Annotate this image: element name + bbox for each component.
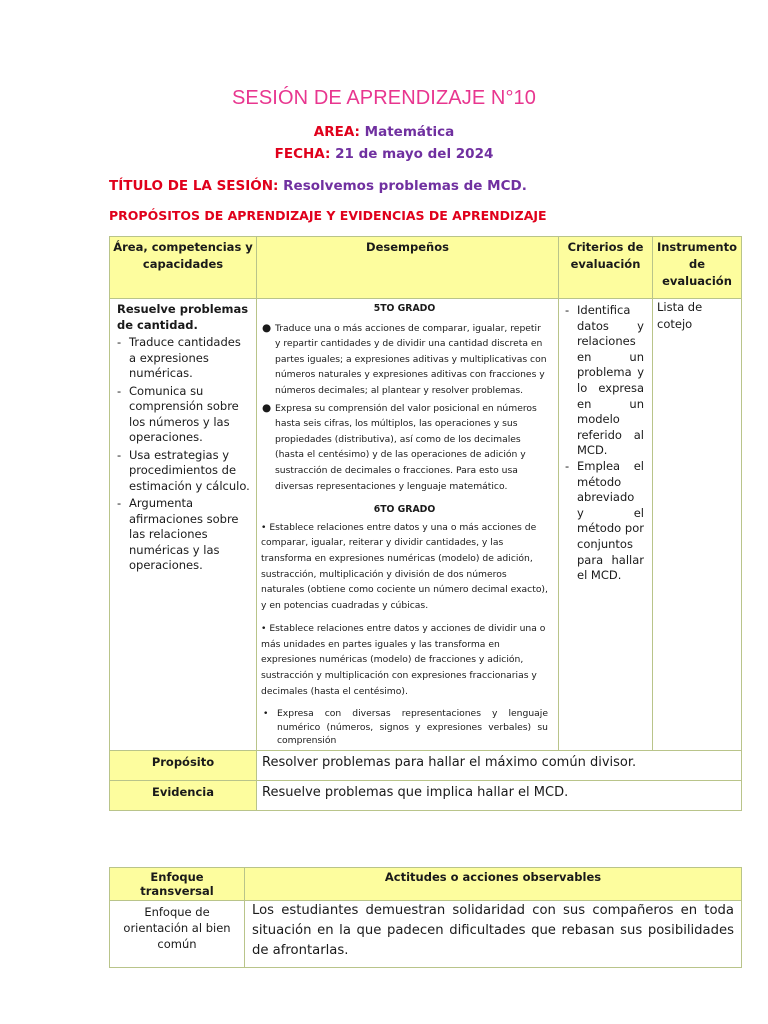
instrument-cell: Lista de cotejo [653,299,742,751]
page-title: SESIÓN DE APRENDIZAJE N°10 [231,87,537,109]
list-item: ● Expresa su comprensión del valor posicional en números hasta seis cifras, los múltiplos, las operaciones y sus propiedades (distributiva), así como de los decimales (hasta el centésimo) y de las operaciones de adición y sustracción de decimales o fracciones. Para esto usa diversas representaciones y lenguaje matemático. [262,401,537,492]
header-approach: Enfoque transversal [110,868,245,901]
purpose-label: Propósito [110,750,257,780]
evidence-row [110,780,742,810]
header-competencies: Área, competencias y capacidades [110,237,257,299]
approach-cell: Enfoque de orientación al bien común [110,901,245,968]
header-performances: Desempeños [257,237,559,299]
area-line [0,124,768,140]
purpose-text: Resolver problemas para hallar el máximo común divisor. [257,750,742,780]
competency-title: Resuelve problemas de cantidad. [117,302,249,332]
table-row [110,901,742,968]
session-title-value: Resolvemos problemas de MCD. [283,178,527,194]
capacities-list [117,335,250,574]
session-title [109,178,527,194]
table-row [110,299,742,751]
evidence-text: Resuelve problemas que implica hallar el MCD. [257,780,742,810]
evidence-label: Evidencia [110,780,257,810]
header-attitudes: Actitudes o acciones observables [245,868,742,901]
area-label: AREA: [313,124,360,140]
list-item: - Traduce cantidades a expresiones numéricas. [117,335,250,382]
competencies-cell [110,299,257,751]
purposes-heading: PROPÓSITOS DE APRENDIZAJE Y EVIDENCIAS DE APRENDIZAJE [109,208,547,223]
list-item: - Comunica su comprensión sobre los números y las operaciones. [117,384,250,446]
performances-cell [257,299,559,751]
attitudes-cell: Los estudiantes demuestran solidaridad con sus compañeros en toda situación en la que padecen dificultades que rebasan sus posibilidades de afrontarlas. [245,901,742,968]
list-item: • Establece relaciones entre datos y acciones de dividir una o más unidades en partes iguales y las transforma en expresiones numéricas (modelo) de fracciones y adición, sustracción y multiplicación con expresiones fraccionarias y decimales (hasta el centésimo). [261,623,546,697]
header-instrument: Instrumento de evaluación [653,237,742,299]
table-header-row [110,868,742,901]
list-item: - Argumenta afirmaciones sobre las relaciones numéricas y las operaciones. [117,496,250,574]
criteria-list [563,303,644,584]
bullet-icon: ● [262,401,272,414]
table-header-row [110,237,742,299]
learning-purposes-table [109,236,742,811]
session-title-label: TÍTULO DE LA SESIÓN: [109,178,279,194]
list-item: ● Traduce una o más acciones de comparar, igualar, repetir y repartir cantidades y de dividir una cantidad discreta en partes iguales; a expresiones aditivas y multiplicativas con números naturales y expresiones aditivas con fracciones y números decimales; al plantear y resolver problemas. [262,321,547,396]
criteria-cell [559,299,653,751]
grade-6-title: 6TO GRADO [373,504,436,516]
area-value: Matemática [364,124,455,140]
list-item: - Emplea el método abreviado y el método por conjuntos para hallar el MCD. [563,459,644,584]
date-line [0,146,768,162]
transversal-approach-table [109,867,742,968]
bullet-icon: • [263,708,269,720]
list-item: • Expresa con diversas representaciones y lenguaje numérico (números, signos y expresiones verbales) su comprensión [263,708,548,747]
bullet-icon: ● [262,321,272,334]
list-item: - Identifica datos y relaciones en un problema y lo expresa en un modelo referido al MCD. [563,303,644,459]
date-label: FECHA: [274,146,331,162]
purpose-row [110,750,742,780]
header-criteria: Criterios de evaluación [559,237,653,299]
date-value: 21 de mayo del 2024 [335,146,494,162]
grade-5-title: 5TO GRADO [373,303,436,314]
list-item: • Establece relaciones entre datos y una o más acciones de comparar, igualar, reiterar y dividir cantidades, y las transforma en expresiones numéricas (modelo) de adición, sustracción, multiplicación y división de dos números naturales (obtiene como cociente un número decimal exacto), y en potencias cuadradas y cúbicas. [261,521,548,611]
list-item: - Usa estrategias y procedimientos de estimación y cálculo. [117,448,250,495]
